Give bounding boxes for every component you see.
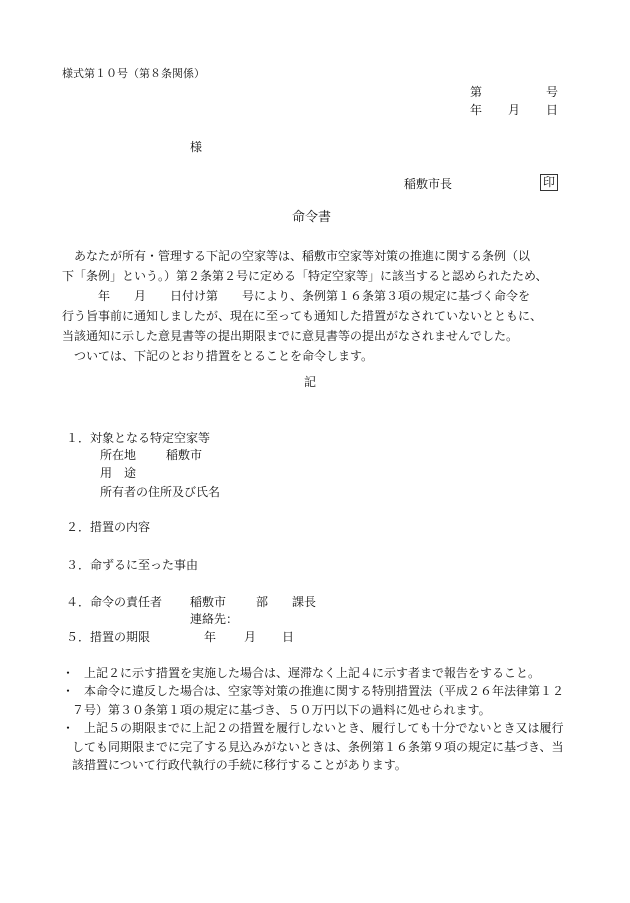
note-text: 上記５の期限までに上記２の措置を履行しないとき、履行しても十分でないとき又は履行しても同期限までに完了する見込みがないときは、条例第１６条第９項の規定に基づき、当該措置について行政代執行の手続に移行することがあります。 <box>72 721 564 772</box>
item-5-month: 月 <box>244 630 257 644</box>
item-5-day: 日 <box>282 630 295 644</box>
item-1-label: １．対象となる特定空家等 <box>66 431 211 445</box>
item-1-location-label: 所在地 <box>100 448 137 462</box>
bullet-icon: ・ <box>62 684 75 698</box>
bullet-icon: ・ <box>62 666 75 680</box>
item-5-label: ５．措置の期限 <box>66 630 151 644</box>
number-dai: 第 <box>470 85 483 99</box>
item-1-use-label: 用 途 <box>100 466 137 480</box>
body-line: 年 月 日付け第 号により、条例第１６条第３項の規定に基づく命令を <box>62 289 531 303</box>
item-4-contact: 連絡先： <box>190 612 239 626</box>
body-line: 行う旨事前に通知しましたが、現在に至っても通知した措置がなされていないとともに、 <box>62 309 543 323</box>
item-2-label: ２．措置の内容 <box>66 520 151 534</box>
note-item <box>62 719 567 775</box>
body-line: ついては、下記のとおり措置をとることを命令します。 <box>74 349 374 363</box>
item-4-head: 課長 <box>292 595 317 609</box>
item-5-year: 年 <box>204 630 217 644</box>
date-day: 日 <box>546 103 559 117</box>
item-4-label: ４．命令の責任者 <box>66 595 163 609</box>
item-1-location-value: 稲敷市 <box>166 448 203 462</box>
item-4-dept: 部 <box>256 595 269 609</box>
item-1-owner-label: 所有者の住所及び氏名 <box>100 485 221 499</box>
seal-mark <box>540 174 558 191</box>
date-year: 年 <box>470 103 483 117</box>
date-month: 月 <box>508 103 521 117</box>
seal-label: 印 <box>540 174 558 191</box>
body-line: あなたが所有・管理する下記の空家等は、稲敷市空家等対策の推進に関する条例（以 <box>74 249 531 263</box>
form-id: 様式第１０号（第８条関係） <box>62 67 205 80</box>
addressee-sama: 様 <box>190 140 203 154</box>
issuer-name: 稲敷市長 <box>404 177 453 191</box>
item-3-label: ３．命ずるに至った事由 <box>66 558 199 572</box>
bullet-icon: ・ <box>62 721 75 735</box>
note-text: 上記２に示す措置を実施した場合は、遅滞なく上記４に示す者まで報告をすること。 <box>84 666 541 680</box>
body-line: 下「条例」という。）第２条第２号に定める「特定空家等」に該当すると認められたため、 <box>62 269 548 283</box>
body-paragraph <box>62 246 567 366</box>
item-4-city: 稲敷市 <box>190 595 227 609</box>
number-go: 号 <box>546 85 559 99</box>
ki-heading: 記 <box>304 375 317 389</box>
note-item <box>62 682 567 719</box>
note-text: 本命令に違反した場合は、空家等対策の推進に関する特別措置法（平成２６年法律第１２７号）第３０条第１項の規定に基づき、５０万円以下の過料に処せられます。 <box>72 684 565 717</box>
document-title: 命令書 <box>292 210 332 225</box>
note-item <box>62 664 567 683</box>
body-line: 当該通知に示した意見書等の提出期限までに意見書等の提出がなされませんでした。 <box>62 329 519 343</box>
